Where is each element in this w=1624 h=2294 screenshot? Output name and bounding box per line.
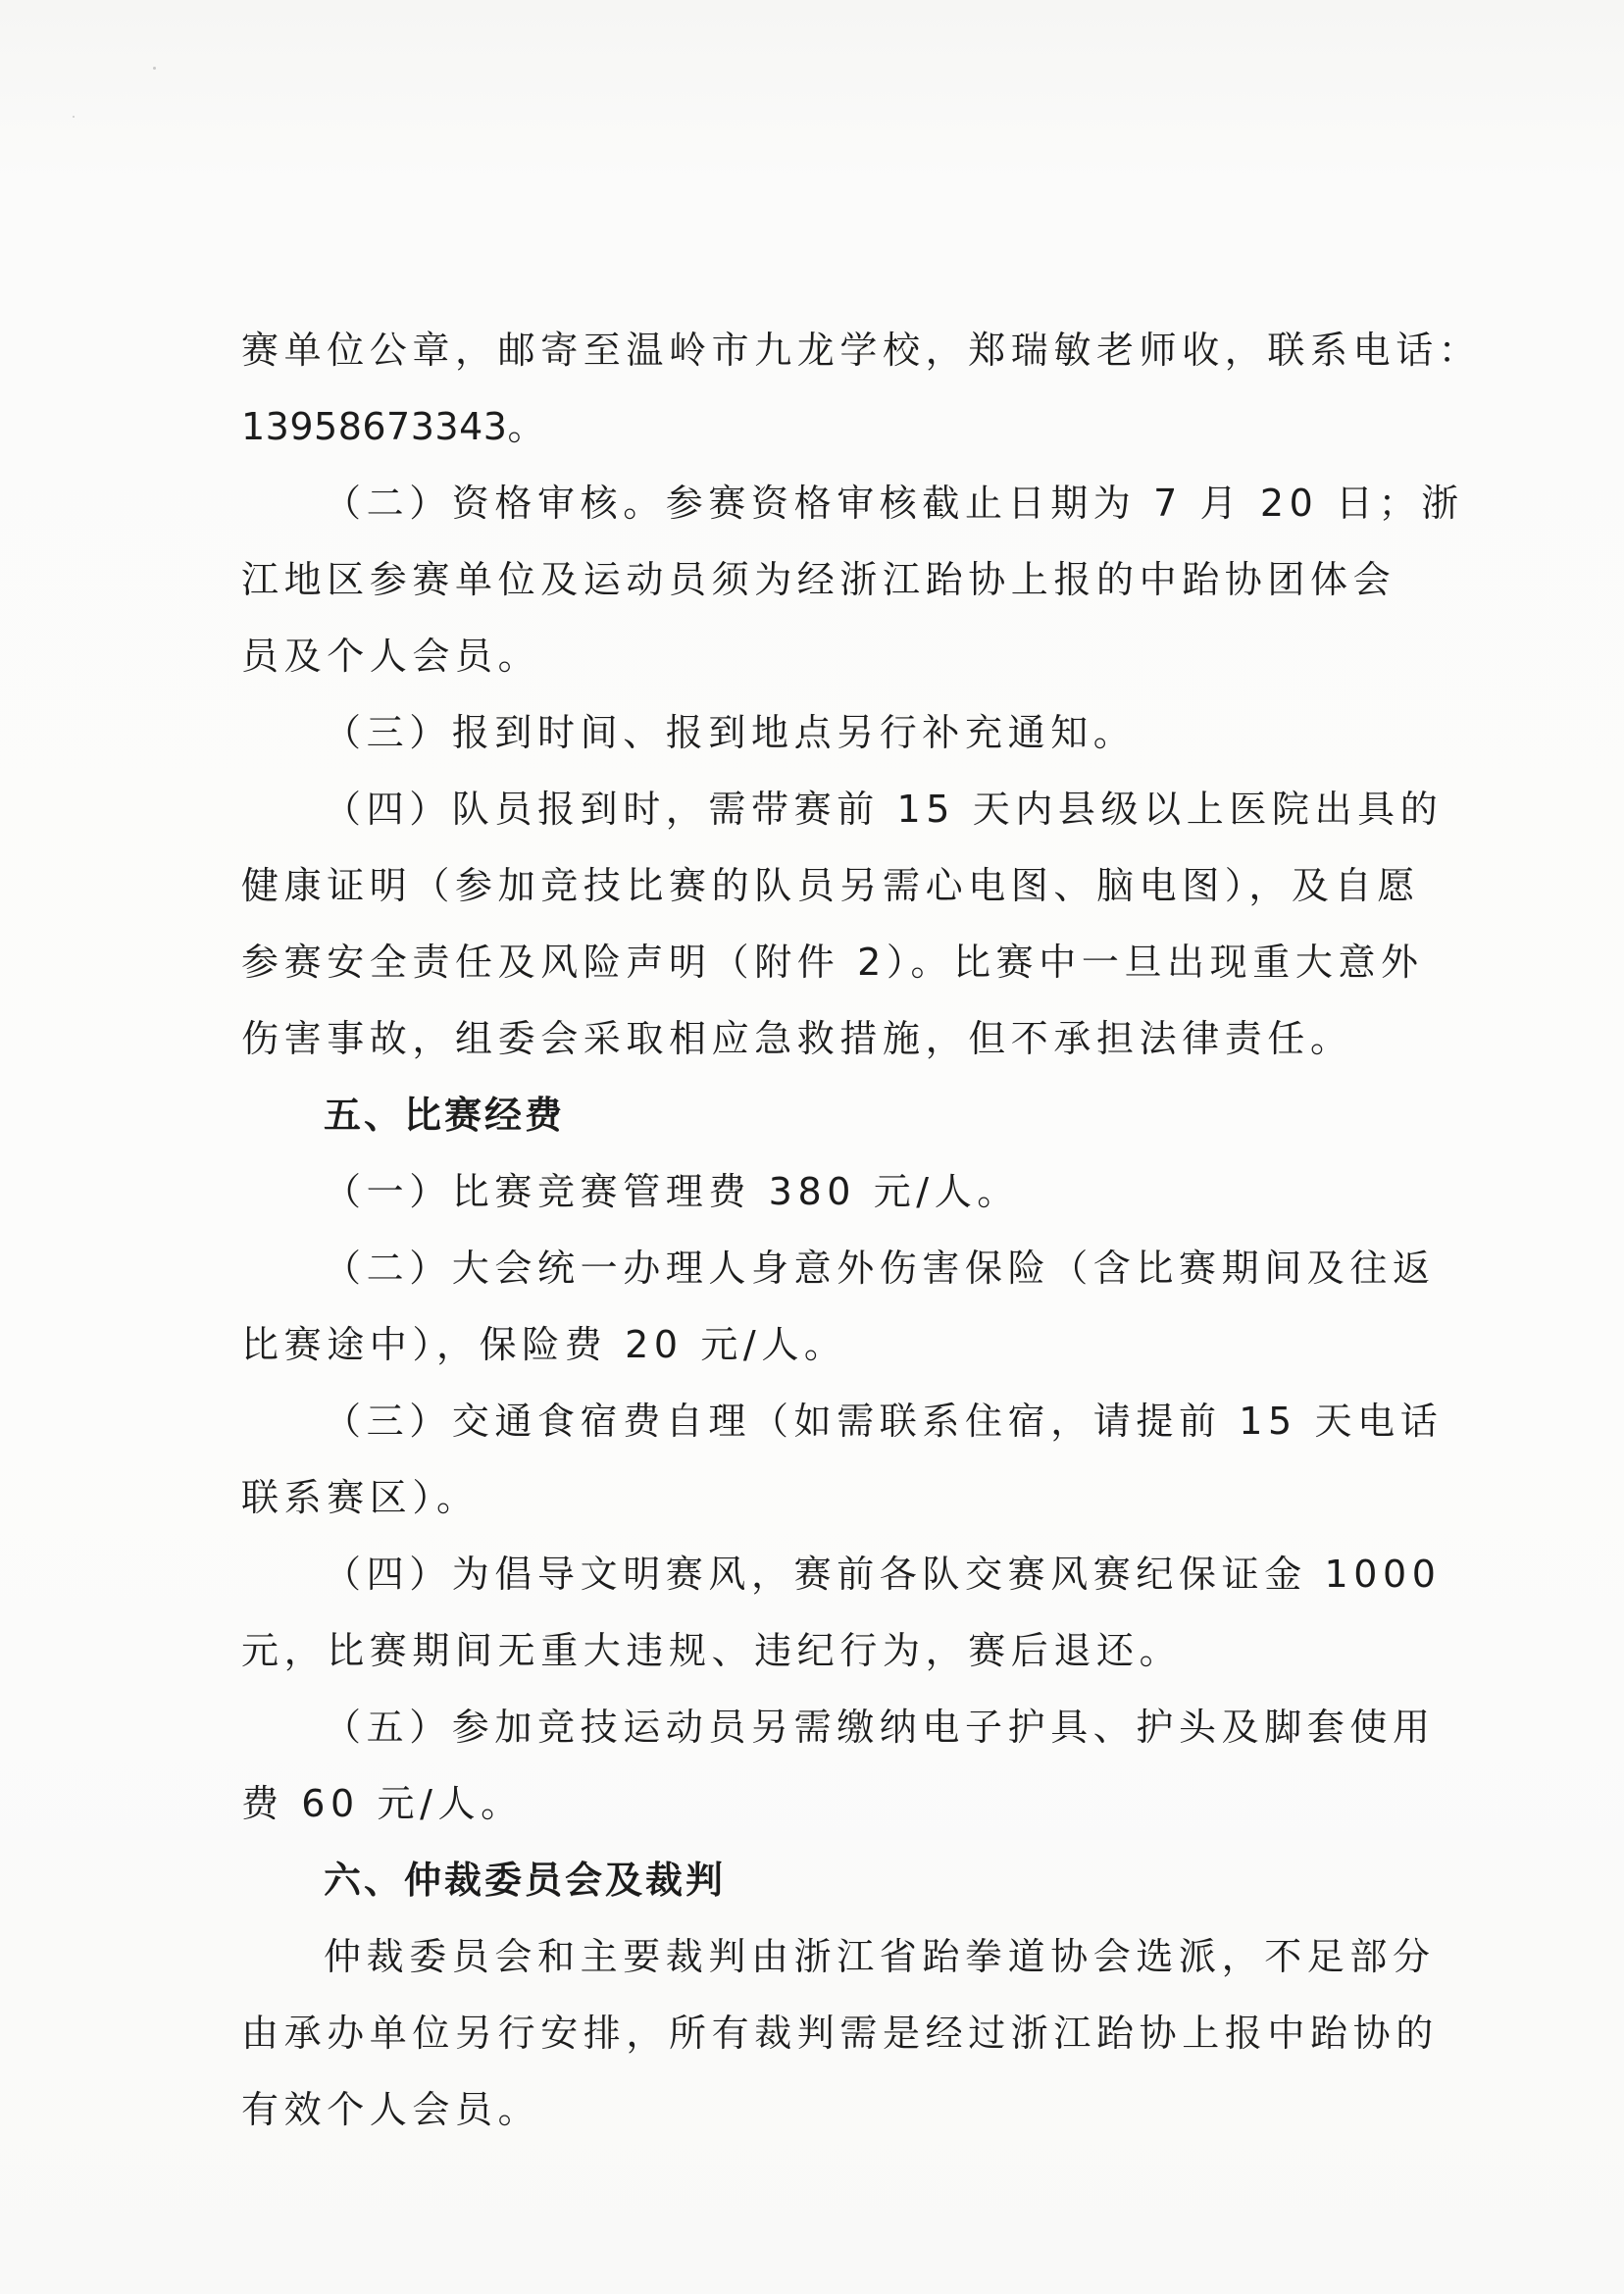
paragraph-line: 联系赛区）。 (241, 1476, 480, 1519)
paragraph-line: 仲裁委员会和主要裁判由浙江省跆拳道协会选派，不足部分 (324, 1935, 1436, 1978)
paragraph-line: 有效个人会员。 (241, 2088, 541, 2131)
paragraph-line: （二）资格审核。参赛资格审核截止日期为 7 月 20 日；浙 (324, 482, 1464, 525)
paragraph-line: （一）比赛竞赛管理费 380 元/人。 (324, 1170, 1020, 1213)
paragraph-line: 由承办单位另行安排，所有裁判需是经过浙江跆协上报中跆协的 (241, 2012, 1439, 2055)
section-heading-arbitration: 六、仲裁委员会及裁判 (324, 1859, 727, 1902)
paragraph-line: 比赛途中），保险费 20 元/人。 (241, 1323, 847, 1366)
paragraph-line: （二）大会统一办理人身意外伤害保险（含比赛期间及往返 (324, 1247, 1436, 1290)
paragraph-line: 费 60 元/人。 (241, 1782, 524, 1825)
paragraph-line: 元，比赛期间无重大违规、违纪行为，赛后退还。 (241, 1629, 1183, 1672)
paragraph-line: （四）队员报到时，需带赛前 15 天内县级以上医院出具的 (324, 788, 1444, 831)
paragraph-line: （三）交通食宿费自理（如需联系住宿，请提前 15 天电话 (324, 1400, 1444, 1443)
paragraph-line: 赛单位公章，邮寄至温岭市九龙学校，郑瑞敏老师收，联系电话： (241, 329, 1482, 372)
section-heading-expenses: 五、比赛经费 (324, 1094, 566, 1137)
paragraph-line: 员及个人会员。 (241, 635, 541, 678)
paragraph-line: （四）为倡导文明赛风，赛前各队交赛风赛纪保证金 1000 (324, 1553, 1442, 1596)
document-body (241, 312, 1482, 2148)
paragraph-line: （五）参加竞技运动员另需缴纳电子护具、护头及脚套使用 (324, 1706, 1436, 1749)
paragraph-line: 江地区参赛单位及运动员须为经浙江跆协上报的中跆协团体会 (241, 558, 1396, 601)
scan-speck (153, 67, 156, 70)
paragraph-line: 伤害事故，组委会采取相应急救措施，但不承担法律责任。 (241, 1017, 1353, 1060)
paragraph-line: 参赛安全责任及风险声明（附件 2）。比赛中一旦出现重大意外 (241, 941, 1424, 984)
scan-speck (73, 116, 75, 118)
paragraph-line: 健康证明（参加竞技比赛的队员另需心电图、脑电图），及自愿 (241, 864, 1420, 907)
phone-number-line: 13958673343。 (241, 405, 545, 448)
paragraph-line: （三）报到时间、报到地点另行补充通知。 (324, 711, 1137, 754)
